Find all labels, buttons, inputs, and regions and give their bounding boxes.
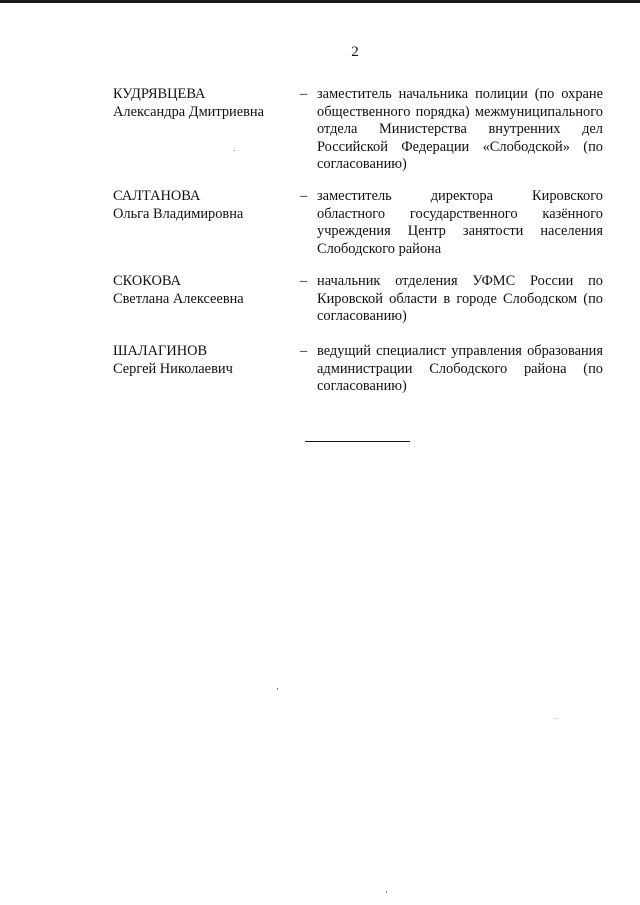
- member-name: [113, 273, 293, 308]
- member-surname: ШАЛАГИНОВ: [113, 343, 208, 359]
- member-name: [113, 343, 293, 378]
- member-role: [317, 343, 640, 396]
- member-role: [317, 273, 640, 326]
- role-dash: –: [300, 343, 308, 359]
- member-surname: СКОКОВА: [113, 273, 181, 289]
- scan-speck: [277, 688, 278, 690]
- page-number: 2: [351, 44, 359, 60]
- role-dash: –: [300, 273, 308, 289]
- member-name: [113, 86, 293, 121]
- member-name: [113, 188, 293, 223]
- role-dash: –: [300, 188, 308, 204]
- closing-rule: [305, 441, 410, 442]
- member-role: [317, 188, 640, 258]
- member-role-text: начальник отделения УФМС России по Кировской области в городе Слободском (по согласованию): [317, 273, 603, 325]
- member-surname: КУДРЯВЦЕВА: [113, 86, 206, 102]
- scan-speck: [555, 718, 556, 719]
- member-given-names: Светлана Алексеевна: [113, 290, 244, 307]
- role-dash: –: [300, 86, 308, 102]
- member-surname: САЛТАНОВА: [113, 188, 201, 204]
- scan-speck: [386, 891, 387, 893]
- member-role: [317, 86, 640, 174]
- member-given-names: Александра Дмитриевна: [113, 103, 265, 120]
- top-scan-border: [0, 0, 640, 3]
- member-role-text: ведущий специалист управления образования администрации Слободского района (по согласованию): [317, 343, 603, 395]
- member-given-names: Ольга Владимировна: [113, 205, 244, 222]
- scan-speck: [234, 150, 235, 151]
- member-given-names: Сергей Николаевич: [113, 360, 233, 377]
- member-role-text: заместитель директора Кировского областного государственного казённого учреждения Центр занятости населения Слободского района: [317, 188, 603, 257]
- member-role-text: заместитель начальника полиции (по охране общественного порядка) межмуниципального отдела Министерства внутренних дел Российской Федерации «Слободской» (по согласованию): [317, 86, 603, 173]
